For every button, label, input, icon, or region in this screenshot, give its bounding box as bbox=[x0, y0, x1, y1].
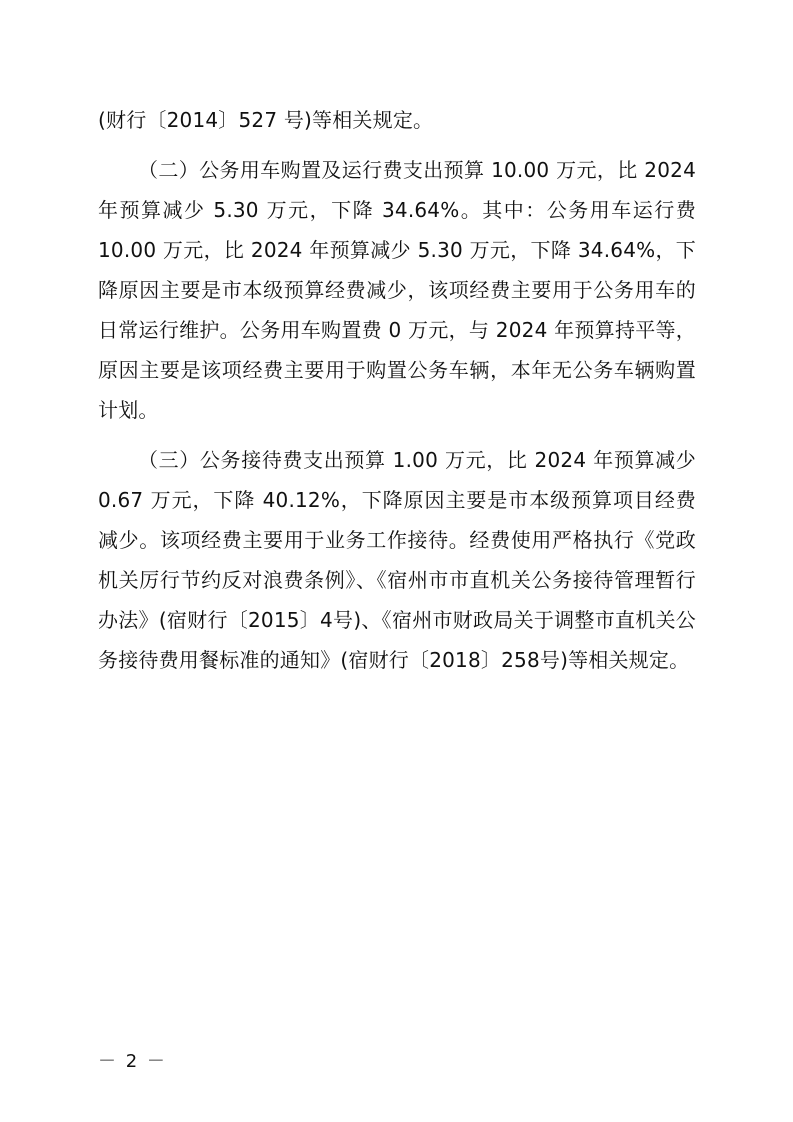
page-number: － 2 － bbox=[98, 1051, 167, 1072]
paragraph-continuation: (财行〔2014〕527 号)等相关规定。 bbox=[98, 108, 434, 132]
document-body bbox=[98, 100, 696, 690]
paragraph-reception-expenses: （三）公务接待费支出预算 1.00 万元，比 2024 年预算减少 0.67 万元，下降 40.12%，下降原因主要是市本级预算项目经费减少。该项经费主要用于业务工作接待。经费使用严格执行《党政机关厉行节约反对浪费条例》、《宿州市市直机关公务接待管理暂行办法》(宿财行〔2015〕4号)、《宿州市财政局关于调整市直机关公务接待费用餐标准的通知》(宿财行〔2018〕258号)等相关规定。 bbox=[98, 448, 696, 672]
paragraph-vehicle-expenses: （二）公务用车购置及运行费支出预算 10.00 万元，比 2024 年预算减少 5.30 万元，下降 34.64%。其中：公务用车运行费 10.00 万元，比 2024 年预算减少 5.30 万元，下降 34.64%，下降原因主要是市本级预算经费减少，该项经费主要用于公务用车的日常运行维护。公务用车购置费 0 万元，与 2024 年预算持平等，原因主要是该项经费主要用于购置公务车辆，本年无公务车辆购置计划。 bbox=[98, 158, 696, 422]
